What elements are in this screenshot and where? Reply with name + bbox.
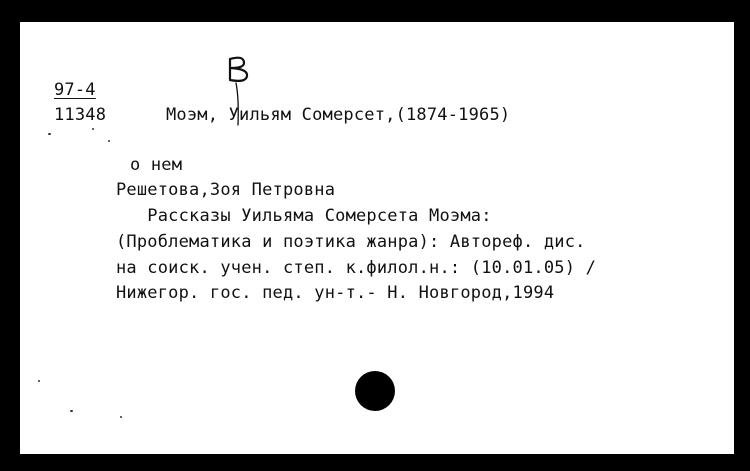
dust-speck (120, 416, 122, 418)
dust-speck (92, 128, 94, 130)
card-line: Решетова,Зоя Петровна (116, 180, 336, 200)
card-line: о нем (130, 155, 183, 175)
dust-speck (108, 140, 110, 142)
dust-speck (48, 133, 51, 135)
handwritten-mark (222, 53, 256, 133)
card-line: (Проблематика и поэтика жанра): Автореф. дис. (116, 232, 586, 252)
dust-speck (38, 380, 40, 382)
author-heading: Моэм, Уильям Сомерсет,(1874-1965) (166, 105, 511, 125)
inventory-number: 11348 (54, 105, 107, 125)
card-line: на соиск. учен. степ. к.филол.н.: (10.01.05) / (116, 258, 597, 278)
card-line: Рассказы Уильяма Сомерсета Моэма: (116, 206, 492, 226)
shelf-mark: 97-4 (54, 80, 96, 100)
dust-speck (70, 410, 73, 412)
card-line: Нижегор. гос. пед. ун-т.- Н. Новгород,1994 (116, 283, 555, 303)
punch-hole (355, 371, 395, 411)
